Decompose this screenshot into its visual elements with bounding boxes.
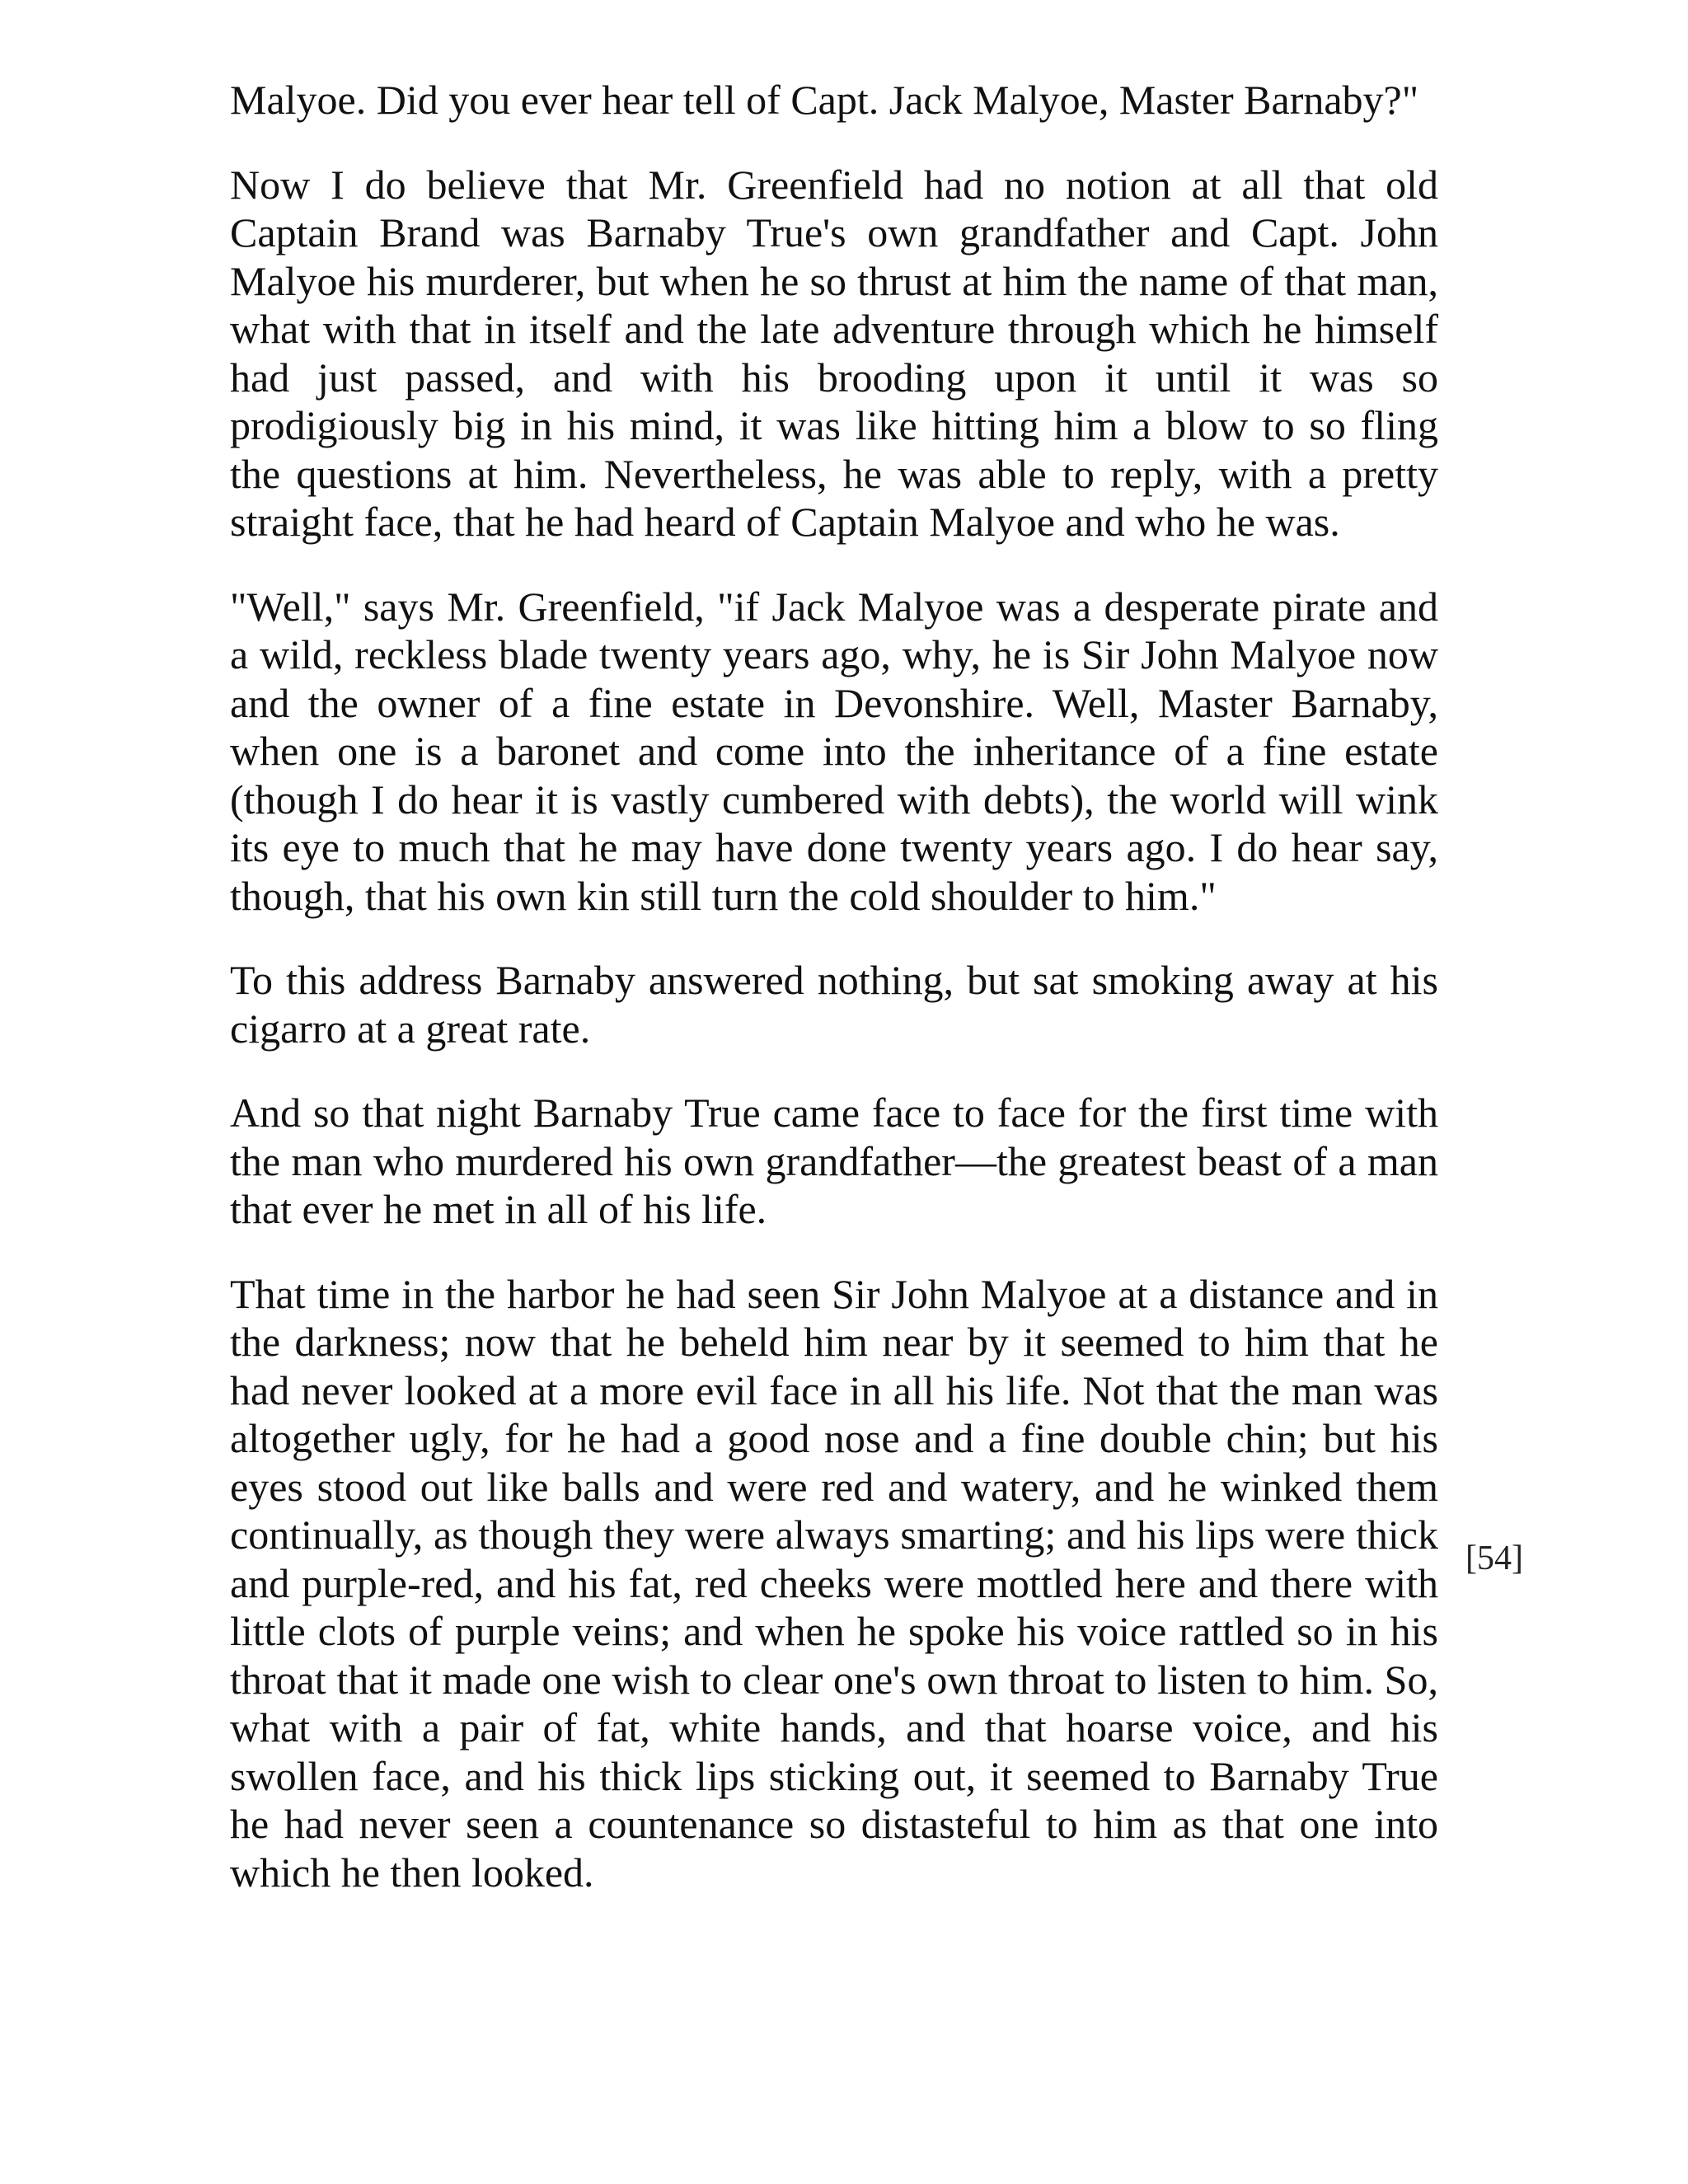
paragraph-1: Malyoe. Did you ever hear tell of Capt. Jack Malyoe, Master Barnaby?" bbox=[230, 77, 1419, 123]
paragraph-2: Now I do believe that Mr. Greenfield had no notion at all that old Captain Brand was Barnaby True's own grandfather and Capt. John Malyoe his murderer, but when he so thrust at him the name of that man, what with that in itself and the late adventure through which he himself had just passed, and with his brooding upon it until it was so prodigiously big in his mind, it was like hitting him a blow to so fling the questions at him. Nevertheless, he was able to reply, with a pretty straight face, that he had heard of Captain Malyoe and who he was. bbox=[230, 161, 1438, 545]
paragraph-3: "Well," says Mr. Greenfield, "if Jack Malyoe was a desperate pirate and a wild, reckless blade twenty years ago, why, he is Sir John Malyoe now and the owner of a fine estate in Devonshire. Well, Master Barnaby, when one is a baronet and come into the inheritance of a fine estate (though I do hear it is vastly cumbered with debts), the world will wink its eye to much that he may have done twenty years ago. I do hear say, though, that his own kin still turn the cold shoulder to him." bbox=[230, 583, 1438, 919]
body-text bbox=[230, 76, 1438, 1933]
paragraph-4: To this address Barnaby answered nothing, but sat smoking away at his cigarro at a great rate. bbox=[230, 957, 1438, 1052]
page-number: [54] bbox=[1465, 1540, 1523, 1577]
paragraph-6: That time in the harbor he had seen Sir John Malyoe at a distance and in the darkness; now that he beheld him near by it seemed to him that he had never looked at a more evil face in all his life. Not that the man was altogether ugly, for he had a good nose and a fine double chin; but his eyes stood out like balls and were red and watery, and he winked them continually, as though they were always smarting; and his lips were thick and purple-red, and his fat, red cheeks were mottled here and there with little clots of purple veins; and when he spoke his voice rattled so in his throat that it made one wish to clear one's own throat to listen to him. So, what with a pair of fat, white hands, and that hoarse voice, and his swollen face, and his thick lips sticking out, it seemed to Barnaby True he had never seen a countenance so distasteful to him as that one into which he then looked. bbox=[230, 1270, 1438, 1896]
paragraph-5: And so that night Barnaby True came face to face for the first time with the man who murdered his own grandfather—the greatest beast of a man that ever he met in all of his life. bbox=[230, 1090, 1438, 1232]
